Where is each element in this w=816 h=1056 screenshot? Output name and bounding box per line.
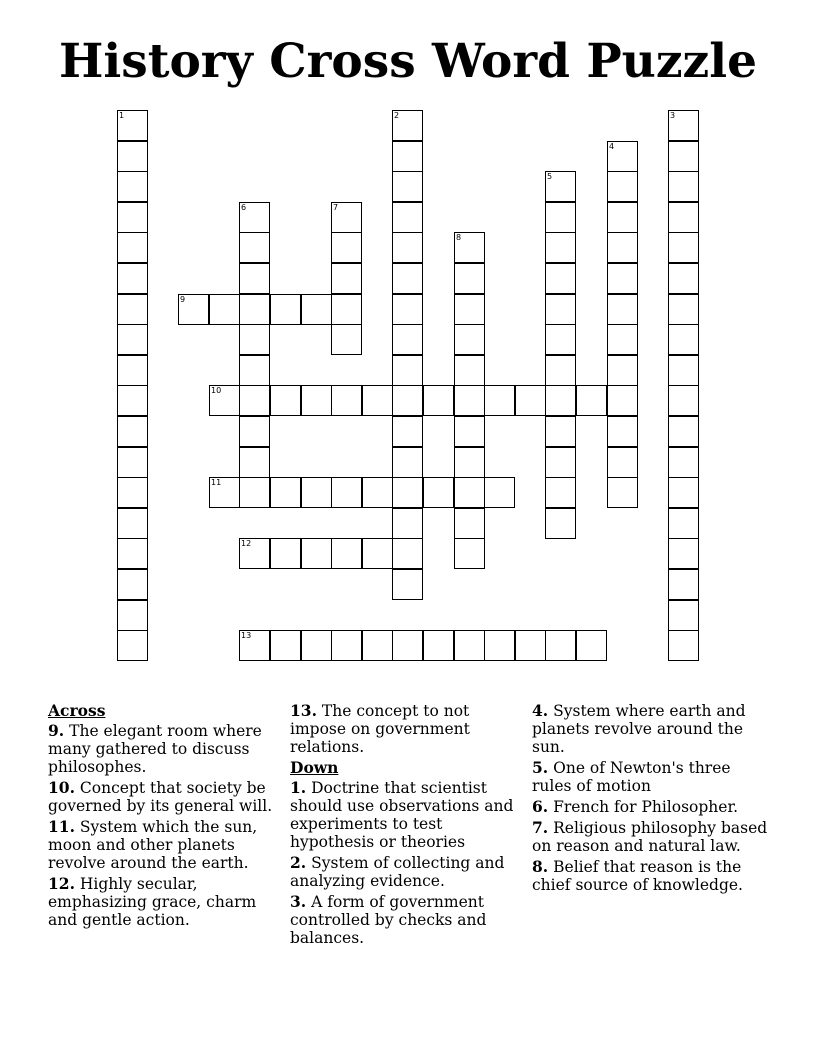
grid-cell[interactable] [117, 538, 148, 569]
grid-cell[interactable] [392, 324, 423, 355]
grid-cell[interactable] [117, 600, 148, 631]
grid-cell[interactable] [607, 477, 638, 508]
clue-text: Concept that society be governed by its general will. [48, 779, 273, 815]
cell-number: 1 [119, 111, 125, 120]
grid-cell[interactable] [545, 630, 576, 661]
clue-number: 11. [48, 817, 75, 836]
clue-number: 4. [532, 701, 549, 720]
grid-cell[interactable] [117, 324, 148, 355]
clue-text: The elegant room where many gathered to discuss philosophes. [48, 722, 262, 776]
grid-cell[interactable] [331, 232, 362, 263]
grid-cell[interactable] [607, 385, 638, 416]
grid-cell[interactable] [668, 263, 699, 294]
grid-cell[interactable] [301, 477, 332, 508]
grid-cell[interactable] [117, 141, 148, 172]
clue-down-8 [532, 858, 772, 894]
grid-cell[interactable] [392, 110, 423, 141]
grid-cell[interactable] [392, 477, 423, 508]
clue-number: 8. [532, 857, 549, 876]
grid-cell[interactable] [607, 232, 638, 263]
grid-cell[interactable] [545, 447, 576, 478]
grid-cell[interactable] [607, 141, 638, 172]
grid-cell[interactable] [331, 294, 362, 325]
grid-cell[interactable] [239, 355, 270, 386]
grid-cell[interactable] [454, 294, 485, 325]
clue-number: 12. [48, 874, 75, 893]
grid-cell[interactable] [392, 538, 423, 569]
grid-cell[interactable] [668, 110, 699, 141]
grid-cell[interactable] [545, 385, 576, 416]
across-heading: Across [48, 701, 106, 720]
clue-text: System of collecting and analyzing evidence. [290, 854, 505, 890]
clue-across-11 [48, 818, 278, 872]
grid-cell[interactable] [392, 263, 423, 294]
grid-cell[interactable] [515, 385, 546, 416]
grid-cell[interactable] [331, 630, 362, 661]
grid-cell[interactable] [484, 477, 515, 508]
grid-cell[interactable] [668, 600, 699, 631]
grid-cell[interactable] [117, 447, 148, 478]
clue-number: 6. [532, 797, 549, 816]
grid-cell[interactable] [331, 202, 362, 233]
grid-cell[interactable] [117, 110, 148, 141]
grid-cell[interactable] [607, 416, 638, 447]
clue-across-13 [290, 702, 526, 756]
grid-cell[interactable] [301, 385, 332, 416]
clue-number: 9. [48, 721, 65, 740]
clue-down-2 [290, 854, 526, 890]
grid-cell[interactable] [270, 477, 301, 508]
grid-cell[interactable] [454, 324, 485, 355]
clue-text: The concept to not impose on government relations. [290, 702, 470, 756]
grid-cell[interactable] [668, 141, 699, 172]
grid-cell[interactable] [117, 263, 148, 294]
clue-across-9 [48, 722, 278, 776]
clue-text: One of Newton's three rules of motion [532, 759, 731, 795]
grid-cell[interactable] [117, 294, 148, 325]
grid-cell[interactable] [117, 232, 148, 263]
grid-cell[interactable] [117, 569, 148, 600]
grid-cell[interactable] [454, 263, 485, 294]
grid-cell[interactable] [454, 447, 485, 478]
grid-cell[interactable] [484, 630, 515, 661]
cell-number: 5 [547, 172, 553, 181]
grid-cell[interactable] [576, 385, 607, 416]
grid-cell[interactable] [545, 416, 576, 447]
grid-cell[interactable] [668, 447, 699, 478]
grid-cell[interactable] [392, 232, 423, 263]
clue-number: 1. [290, 778, 307, 797]
grid-cell[interactable] [454, 232, 485, 263]
clue-text: System which the sun, moon and other planets revolve around the earth. [48, 818, 258, 872]
grid-cell[interactable] [392, 294, 423, 325]
grid-cell[interactable] [668, 202, 699, 233]
grid-cell[interactable] [545, 477, 576, 508]
cell-number: 8 [456, 233, 462, 242]
grid-cell[interactable] [668, 385, 699, 416]
grid-cell[interactable] [668, 630, 699, 661]
cell-number: 9 [180, 295, 186, 304]
clue-down-1 [290, 779, 526, 851]
clues-column-3 [532, 702, 772, 897]
clues-column-1 [48, 702, 278, 932]
grid-cell[interactable] [392, 508, 423, 539]
clue-number: 3. [290, 892, 307, 911]
cell-number: 11 [211, 478, 222, 487]
cell-number: 4 [609, 142, 615, 151]
clue-across-10 [48, 779, 278, 815]
grid-cell[interactable] [545, 202, 576, 233]
grid-cell[interactable] [668, 324, 699, 355]
grid-cell[interactable] [607, 294, 638, 325]
grid-cell[interactable] [209, 477, 240, 508]
grid-cell[interactable] [270, 630, 301, 661]
clue-text: French for Philosopher. [553, 798, 739, 816]
clue-number: 10. [48, 778, 75, 797]
grid-cell[interactable] [392, 447, 423, 478]
page-title: History Cross Word Puzzle [59, 34, 757, 89]
grid-cell[interactable] [331, 385, 362, 416]
cell-number: 7 [333, 203, 339, 212]
grid-cell[interactable] [117, 630, 148, 661]
grid-cell[interactable] [301, 294, 332, 325]
grid-cell[interactable] [362, 630, 393, 661]
grid-cell[interactable] [117, 416, 148, 447]
grid-cell[interactable] [362, 538, 393, 569]
grid-cell[interactable] [209, 294, 240, 325]
clue-down-3 [290, 893, 526, 947]
grid-cell[interactable] [607, 355, 638, 386]
grid-cell[interactable] [607, 171, 638, 202]
clue-number: 5. [532, 758, 549, 777]
grid-cell[interactable] [668, 508, 699, 539]
grid-cell[interactable] [117, 355, 148, 386]
grid-cell[interactable] [668, 294, 699, 325]
grid-cell[interactable] [239, 385, 270, 416]
grid-cell[interactable] [515, 630, 546, 661]
clue-down-6 [532, 798, 772, 816]
grid-cell[interactable] [392, 355, 423, 386]
grid-cell[interactable] [668, 171, 699, 202]
grid-cell[interactable] [239, 294, 270, 325]
grid-cell[interactable] [239, 477, 270, 508]
clue-text: Doctrine that scientist should use observations and experiments to test hypothesis or theories [290, 779, 514, 851]
grid-cell[interactable] [454, 355, 485, 386]
grid-cell[interactable] [178, 294, 209, 325]
grid-cell[interactable] [607, 324, 638, 355]
grid-cell[interactable] [607, 447, 638, 478]
grid-cell[interactable] [239, 232, 270, 263]
clue-number: 13. [290, 701, 317, 720]
grid-cell[interactable] [545, 355, 576, 386]
grid-cell[interactable] [209, 385, 240, 416]
grid-cell[interactable] [668, 416, 699, 447]
grid-cell[interactable] [270, 538, 301, 569]
grid-cell[interactable] [331, 324, 362, 355]
grid-cell[interactable] [239, 324, 270, 355]
grid-cell[interactable] [117, 508, 148, 539]
clue-down-5 [532, 759, 772, 795]
cell-number: 13 [241, 631, 252, 640]
clue-text: Religious philosophy based on reason and natural law. [532, 819, 768, 855]
clue-number: 7. [532, 818, 549, 837]
clue-number: 2. [290, 853, 307, 872]
cell-number: 2 [394, 111, 400, 120]
grid-cell[interactable] [454, 630, 485, 661]
grid-cell[interactable] [454, 538, 485, 569]
grid-cell[interactable] [607, 202, 638, 233]
grid-cell[interactable] [117, 385, 148, 416]
clue-text: System where earth and planets revolve around the sun. [532, 702, 746, 756]
grid-cell[interactable] [668, 355, 699, 386]
grid-cell[interactable] [454, 416, 485, 447]
grid-cell[interactable] [392, 141, 423, 172]
grid-cell[interactable] [239, 538, 270, 569]
grid-cell[interactable] [117, 477, 148, 508]
grid-cell[interactable] [545, 324, 576, 355]
grid-cell[interactable] [392, 630, 423, 661]
grid-cell[interactable] [454, 477, 485, 508]
clue-text: Highly secular, emphasizing grace, charm and gentle action. [48, 875, 257, 929]
grid-cell[interactable] [117, 202, 148, 233]
grid-cell[interactable] [545, 171, 576, 202]
grid-cell[interactable] [331, 263, 362, 294]
cell-number: 6 [241, 203, 247, 212]
grid-cell[interactable] [362, 385, 393, 416]
grid-cell[interactable] [239, 447, 270, 478]
cell-number: 10 [211, 386, 222, 395]
grid-cell[interactable] [270, 385, 301, 416]
grid-cell[interactable] [484, 385, 515, 416]
grid-cell[interactable] [668, 232, 699, 263]
grid-cell[interactable] [331, 477, 362, 508]
clue-text: A form of government controlled by checks and balances. [290, 893, 487, 947]
clue-down-4 [532, 702, 772, 756]
grid-cell[interactable] [454, 385, 485, 416]
grid-cell[interactable] [423, 477, 454, 508]
clues-column-2 [290, 702, 526, 950]
grid-cell[interactable] [301, 538, 332, 569]
grid-cell[interactable] [576, 630, 607, 661]
grid-cell[interactable] [392, 385, 423, 416]
grid-cell[interactable] [331, 538, 362, 569]
grid-cell[interactable] [392, 416, 423, 447]
clue-down-7 [532, 819, 772, 855]
grid-cell[interactable] [423, 385, 454, 416]
grid-cell[interactable] [545, 263, 576, 294]
grid-cell[interactable] [392, 171, 423, 202]
grid-cell[interactable] [270, 294, 301, 325]
grid-cell[interactable] [423, 630, 454, 661]
grid-cell[interactable] [668, 477, 699, 508]
grid-cell[interactable] [607, 263, 638, 294]
grid-cell[interactable] [668, 569, 699, 600]
grid-cell[interactable] [362, 477, 393, 508]
grid-cell[interactable] [454, 508, 485, 539]
grid-cell[interactable] [392, 569, 423, 600]
grid-cell[interactable] [239, 416, 270, 447]
grid-cell[interactable] [239, 202, 270, 233]
grid-cell[interactable] [545, 294, 576, 325]
grid-cell[interactable] [392, 202, 423, 233]
grid-cell[interactable] [668, 538, 699, 569]
grid-cell[interactable] [301, 630, 332, 661]
clue-text: Belief that reason is the chief source of knowledge. [532, 858, 743, 894]
grid-cell[interactable] [117, 171, 148, 202]
down-heading: Down [290, 758, 339, 777]
cell-number: 3 [670, 111, 676, 120]
grid-cell[interactable] [545, 508, 576, 539]
grid-cell[interactable] [239, 263, 270, 294]
grid-cell[interactable] [239, 630, 270, 661]
clue-across-12 [48, 875, 278, 929]
grid-cell[interactable] [545, 232, 576, 263]
cell-number: 12 [241, 539, 252, 548]
